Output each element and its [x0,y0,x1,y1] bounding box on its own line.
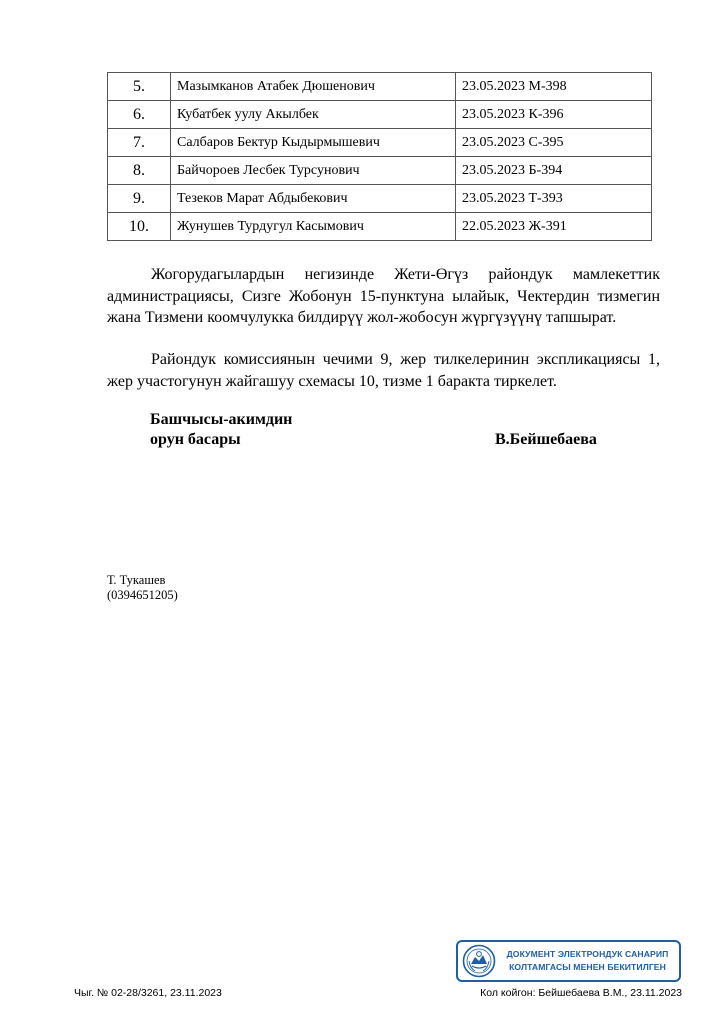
signed-by: Кол койгон: Бейшебаева В.М., 23.11.2023 [480,987,682,999]
table-row [108,129,652,157]
row-number: 5. [108,73,171,101]
table-row [108,185,652,213]
records-table [107,72,652,241]
digital-signature-stamp [456,940,681,982]
date-code: 23.05.2023 М-398 [456,73,652,101]
state-emblem-icon [462,944,496,978]
row-number: 6. [108,101,171,129]
date-code: 23.05.2023 К-396 [456,101,652,129]
person-name: Байчороев Лесбек Турсунович [171,157,456,185]
person-name: Кубатбек уулу Акылбек [171,101,456,129]
stamp-line-1: ДОКУМЕНТ ЭЛЕКТРОНДУК САНАРИП [506,949,669,959]
body-paragraph-1: Жогорудагылардын негизинде Жети-Өгүз райондук мамлекеттик администрациясы, Сизге Жобонун 15-пунктуна ылайык, Чектердин тизмегин жана Тизмени коомчулукка билдирүү жол-жобосун жүргүзүүнү тапшырат. [107,266,660,326]
stamp-line-2: КОЛТАМГАСЫ МЕНЕН БЕКИТИЛГЕН [509,962,666,972]
signatory-name: В.Бейшебаева [495,431,597,448]
body-paragraph-2: Райондук комиссиянын чечими 9, жер тилкелеринин экспликациясы 1, жер участогунун жайгашуу схемасы 10, тизме 1 баракта тиркелет. [107,351,660,390]
outgoing-number: Чыг. № 02-28/3261, 23.11.2023 [74,987,222,999]
date-code: 22.05.2023 Ж-391 [456,213,652,241]
table-row [108,157,652,185]
stamp-text [496,948,679,974]
executor-phone: (0394651205) [107,588,178,602]
table-row [108,73,652,101]
row-number: 10. [108,213,171,241]
table-row [108,101,652,129]
executor-name: Т. Тукашев [107,573,166,587]
person-name: Тезеков Марат Абдыбекович [171,185,456,213]
signatory-title-line-2: орун басары [150,431,241,448]
person-name: Жунушев Турдугул Касымович [171,213,456,241]
date-code: 23.05.2023 Б-394 [456,157,652,185]
row-number: 9. [108,185,171,213]
person-name: Салбаров Бектур Кыдырмышевич [171,129,456,157]
date-code: 23.05.2023 Т-393 [456,185,652,213]
table-row [108,213,652,241]
records-table-body [108,73,652,241]
date-code: 23.05.2023 С-395 [456,129,652,157]
row-number: 8. [108,157,171,185]
person-name: Мазымканов Атабек Дюшенович [171,73,456,101]
signatory-title-line-1: Башчысы-акимдин [150,411,293,428]
row-number: 7. [108,129,171,157]
